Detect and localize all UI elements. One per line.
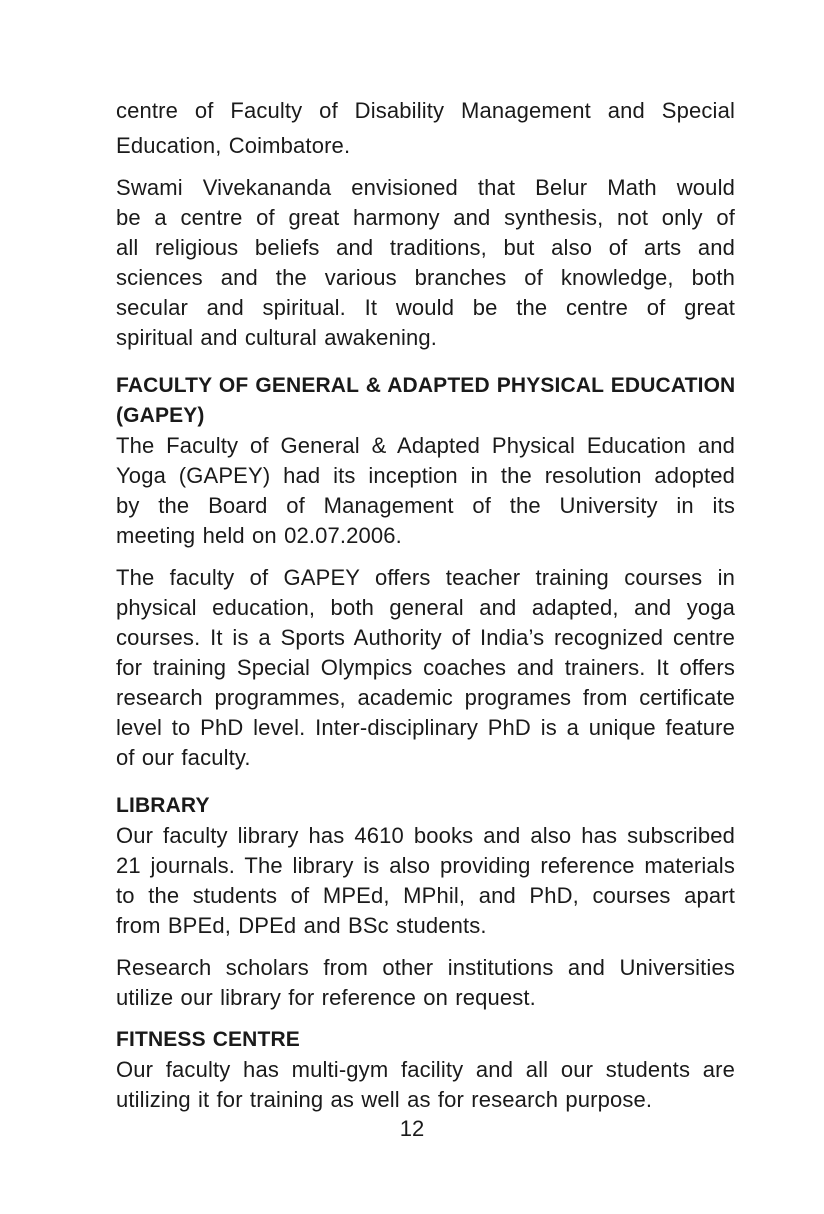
text-line: utilizing it for training as well as for research purpose. (116, 1087, 653, 1112)
text-line: level to PhD level. Inter-disciplinary PhD is a unique feature (116, 715, 735, 740)
text-line: courses. It is a Sports Authority of India’s recognized centre (116, 625, 735, 650)
text-line: sciences and the various branches of knowledge, both (116, 265, 735, 290)
paragraph-belur-math (116, 173, 735, 353)
text-line: utilize our library for reference on request. (116, 985, 536, 1010)
section-heading-fitness-centre (116, 1025, 735, 1055)
text-line: centre of Faculty of Disability Management and Special (116, 98, 735, 123)
section-heading-gapey (116, 371, 735, 431)
text-line: of our faculty. (116, 745, 251, 770)
heading-line: FITNESS CENTRE (116, 1028, 300, 1051)
text-line: from BPEd, DPEd and BSc students. (116, 913, 487, 938)
paragraph-library-holdings (116, 821, 735, 941)
text-line: for training Special Olympics coaches and trainers. It offers (116, 655, 735, 680)
text-line: Education, Coimbatore. (116, 133, 351, 158)
paragraph-gapey-inception (116, 431, 735, 551)
text-line: research programmes, academic programes from certificate (116, 685, 735, 710)
paragraph-fitness-centre (116, 1055, 735, 1115)
paragraph-gapey-courses (116, 563, 735, 773)
text-line: physical education, both general and adapted, and yoga (116, 595, 735, 620)
text-line: Our faculty library has 4610 books and also has subscribed (116, 823, 735, 848)
text-line: spiritual and cultural awakening. (116, 325, 438, 350)
text-line: all religious beliefs and traditions, but also of arts and (116, 235, 735, 260)
text-line: secular and spiritual. It would be the centre of great (116, 295, 735, 320)
text-line: Swami Vivekananda envisioned that Belur Math would (116, 175, 735, 200)
text-line: Yoga (GAPEY) had its inception in the resolution adopted (116, 463, 735, 488)
heading-line: FACULTY OF GENERAL & ADAPTED PHYSICAL EDUCATION (116, 374, 736, 397)
paragraph-library-scholars (116, 953, 735, 1013)
heading-line: (GAPEY) (116, 404, 205, 427)
text-line: 21 journals. The library is also providing reference materials (116, 853, 735, 878)
paragraph-disability-centre (116, 96, 735, 161)
text-line: Research scholars from other institutions and Universities (116, 955, 735, 980)
page-number: 12 (399, 1116, 425, 1141)
text-line: meeting held on 02.07.2006. (116, 523, 402, 548)
text-line: be a centre of great harmony and synthesis, not only of (116, 205, 735, 230)
document-page (116, 96, 735, 1127)
section-heading-library (116, 791, 735, 821)
text-line: by the Board of Management of the University in its (116, 493, 735, 518)
text-line: Our faculty has multi-gym facility and all our students are (116, 1057, 735, 1082)
text-line: The faculty of GAPEY offers teacher training courses in (116, 565, 735, 590)
heading-line: LIBRARY (116, 794, 210, 817)
text-line: The Faculty of General & Adapted Physical Education and (116, 433, 735, 458)
text-line: to the students of MPEd, MPhil, and PhD, courses apart (116, 883, 735, 908)
